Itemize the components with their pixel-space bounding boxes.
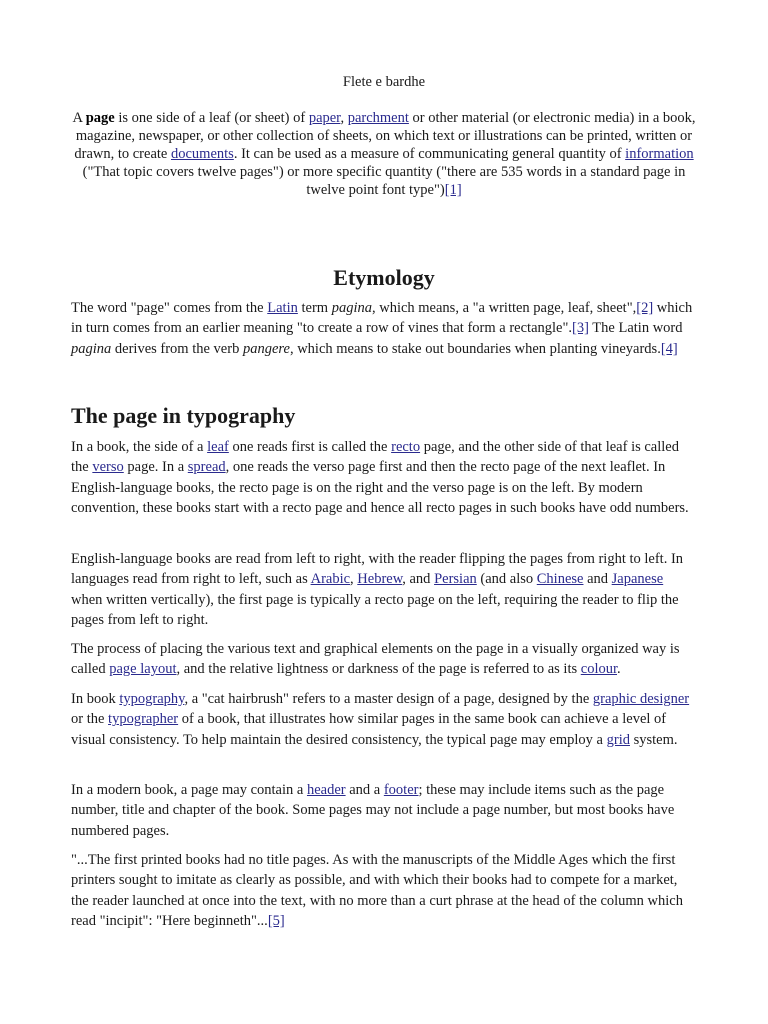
paragraph-text: ; these may include items such as the page number, title and chapter of the book. Some pages may not include a page number, but most books have numbered pages. xyxy=(71,782,675,839)
etymology-text: The Latin word xyxy=(588,320,683,337)
link-typography[interactable]: typography xyxy=(119,691,185,707)
link-recto[interactable]: recto xyxy=(391,439,421,455)
etymology-text: , which means to stake out boundaries when planting vineyards. xyxy=(289,340,661,357)
paragraph-text: In a book, the side of a xyxy=(71,439,208,455)
link-paper[interactable]: paper xyxy=(308,110,341,126)
italic-term: pagina xyxy=(331,300,372,316)
link-hebrew[interactable]: Hebrew xyxy=(357,571,403,588)
typography-paragraph-2 xyxy=(71,549,697,631)
paragraph-text: , and the relative lightness or darkness of the page is referred to as its xyxy=(176,661,581,678)
reference-link-4[interactable]: [4] xyxy=(660,340,678,357)
paragraph-text: , one reads the verso page first and then the recto page of the next leaflet. In English-language books, the recto page is on the right and the verso page is on the left. By modern convention, these books start with a recto page and hence all recto pages in such books have odd numbers. xyxy=(71,459,689,517)
link-grid[interactable]: grid xyxy=(606,731,630,748)
paragraph-text: (and also xyxy=(476,571,537,588)
intro-bold-term: page xyxy=(85,110,115,126)
etymology-paragraph xyxy=(71,298,697,359)
paragraph-text: when written vertically), the first page is typically a recto page on the left, requiring the reader to flip the pages from left to right. xyxy=(71,591,679,629)
reference-link-5[interactable]: [5] xyxy=(267,913,285,930)
intro-text: or other material (or electronic media) in a book, magazine, newspaper, or other collection of sheets, on which text or illustrations can be printed, written or drawn, to create xyxy=(74,110,696,162)
typography-paragraph-4 xyxy=(71,689,697,750)
typography-paragraph-1 xyxy=(71,437,697,519)
typography-paragraph-6 xyxy=(71,850,697,932)
typography-heading: The page in typography xyxy=(71,403,296,428)
etymology-text: derives from the verb xyxy=(111,340,243,357)
link-information[interactable]: information xyxy=(625,146,694,162)
link-header[interactable]: header xyxy=(306,782,346,798)
reference-link-3[interactable]: [3] xyxy=(572,320,589,337)
paragraph-text: . xyxy=(617,661,621,678)
paragraph-text: , a "cat hairbrush" refers to a master design of a page, designed by the xyxy=(184,691,593,707)
paragraph-text: page. In a xyxy=(123,459,188,476)
paragraph-text: In a modern book, a page may contain a xyxy=(71,782,307,798)
link-latin[interactable]: Latin xyxy=(267,300,298,316)
link-typographer[interactable]: typographer xyxy=(108,711,179,728)
reference-link-1[interactable]: [1] xyxy=(444,182,462,198)
paragraph-text: of a book, that illustrates how similar pages in the same book can achieve a level of visual consistency. To help maintain the desired consistency, the typical page may employ a xyxy=(71,711,667,748)
link-parchment[interactable]: parchment xyxy=(347,110,409,126)
link-arabic[interactable]: Arabic xyxy=(310,571,351,588)
link-persian[interactable]: Persian xyxy=(434,571,477,588)
italic-term: pangere xyxy=(242,340,290,357)
etymology-text: term xyxy=(297,300,332,316)
intro-text: A xyxy=(72,110,86,126)
paragraph-text: page, and the other side of that leaf is called the xyxy=(71,439,679,476)
etymology-text: The word "page" comes from the xyxy=(71,300,268,316)
paragraph-text: , xyxy=(350,571,358,588)
typography-paragraph-3 xyxy=(71,639,697,680)
paragraph-text: , and xyxy=(402,571,435,588)
link-chinese[interactable]: Chinese xyxy=(536,571,584,588)
paragraph-text: In book xyxy=(71,691,120,707)
paragraph-text: The process of placing the various text and graphical elements on the page in a visually organized way is called xyxy=(71,641,680,678)
paragraph-text: system. xyxy=(629,731,678,748)
italic-term: pagina xyxy=(71,340,112,357)
intro-text: , xyxy=(340,110,348,126)
reference-link-2[interactable]: [2] xyxy=(636,300,654,316)
link-colour[interactable]: colour xyxy=(580,661,618,678)
link-leaf[interactable]: leaf xyxy=(207,439,229,455)
intro-text: is one side of a leaf (or sheet) of xyxy=(114,110,309,126)
paragraph-text: and a xyxy=(345,782,384,798)
paragraph-text: or the xyxy=(71,711,109,728)
typography-paragraph-5 xyxy=(71,780,697,841)
paragraph-text: one reads first is called the xyxy=(228,439,392,455)
link-japanese[interactable]: Japanese xyxy=(611,571,664,588)
etymology-text: , which means, a "a written page, leaf, sheet", xyxy=(371,300,637,316)
etymology-heading: Etymology xyxy=(333,265,435,290)
etymology-text: which in turn comes from an earlier meaning "to create a row of vines that form a rectangle". xyxy=(71,300,693,337)
intro-paragraph xyxy=(71,109,697,199)
intro-text: . It can be used as a measure of communicating general quantity of xyxy=(233,146,626,162)
link-documents[interactable]: documents xyxy=(170,146,234,162)
paragraph-text: English-language books are read from left to right, with the reader flipping the pages from right to left. In languages read from right to left, such as xyxy=(71,551,684,588)
paragraph-text: and xyxy=(583,571,612,588)
link-page-layout[interactable]: page layout xyxy=(109,661,177,678)
link-graphic-designer[interactable]: graphic designer xyxy=(592,691,690,707)
document-title: Flete e bardhe xyxy=(342,74,426,90)
link-spread[interactable]: spread xyxy=(187,459,226,476)
link-verso[interactable]: verso xyxy=(92,459,124,476)
intro-text: ("That topic covers twelve pages") or more specific quantity ("there are 535 words in a standard page in twelve point font type") xyxy=(82,164,686,198)
quote-text: "...The first printed books had no title pages. As with the manuscripts of the Middle Ages which the first printers sought to imitate as clearly as possible, and with which their books had to compete for a market, the reader launched at once into the text, with no more than a curt phrase at the head of the column which read "incipit": "Here beginneth"... xyxy=(71,852,683,930)
link-footer[interactable]: footer xyxy=(383,782,419,798)
